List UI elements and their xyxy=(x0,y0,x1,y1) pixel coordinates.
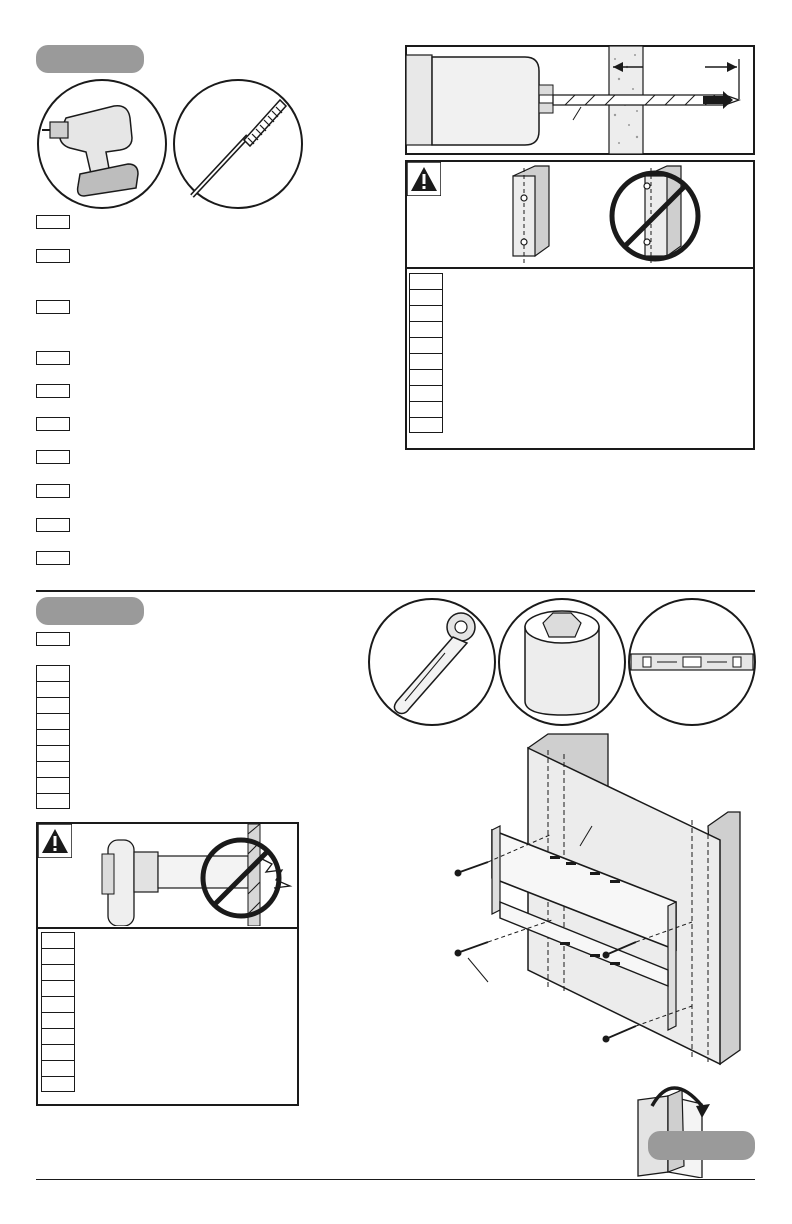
continue-page-tag xyxy=(648,1131,755,1160)
step-1-language-tag xyxy=(36,484,70,498)
drill-icon xyxy=(36,78,168,210)
warning-icon xyxy=(407,162,441,196)
language-tag xyxy=(41,1028,75,1044)
step-1-language-tag xyxy=(36,351,70,365)
language-tag xyxy=(41,1012,75,1028)
language-tag xyxy=(36,713,70,729)
language-tag xyxy=(41,996,75,1012)
overtighten-warning-illustration xyxy=(96,824,297,926)
language-tag xyxy=(36,697,70,713)
step-2-header-tag xyxy=(36,597,144,625)
warning-1-language-tags xyxy=(409,273,443,433)
step-1-header-tag xyxy=(36,45,144,73)
step-2-language-tag xyxy=(36,632,70,646)
drill-bit-icon xyxy=(172,78,304,210)
language-tag xyxy=(409,369,443,385)
language-tag xyxy=(36,665,70,681)
language-tag xyxy=(36,681,70,697)
language-tag xyxy=(41,980,75,996)
step-1-language-tag xyxy=(36,215,70,229)
language-tag xyxy=(41,948,75,964)
language-tag xyxy=(41,932,75,948)
step-1-language-tag xyxy=(36,384,70,398)
drilling-diagram xyxy=(405,45,755,155)
warning-box-2-divider xyxy=(36,927,299,929)
language-tag xyxy=(36,761,70,777)
step-1-language-tag xyxy=(36,300,70,314)
language-tag xyxy=(409,289,443,305)
socket-icon xyxy=(497,597,627,727)
stud-incorrect-illustration xyxy=(605,162,705,266)
stud-correct-illustration xyxy=(505,162,565,266)
step-1-language-tag xyxy=(36,249,70,263)
step-2-language-tags xyxy=(36,665,70,809)
language-tag xyxy=(409,305,443,321)
language-tag xyxy=(409,401,443,417)
language-tag xyxy=(36,729,70,745)
language-tag xyxy=(36,777,70,793)
ratchet-wrench-icon xyxy=(367,597,497,727)
language-tag xyxy=(41,1060,75,1076)
language-tag xyxy=(409,273,443,289)
step-1-language-tag xyxy=(36,450,70,464)
language-tag xyxy=(409,417,443,433)
language-tag xyxy=(41,1044,75,1060)
warning-2-language-tags xyxy=(41,932,75,1092)
step-1-language-tag xyxy=(36,551,70,565)
level-icon xyxy=(627,597,757,727)
language-tag xyxy=(36,793,70,809)
language-tag xyxy=(36,745,70,761)
warning-box-1-divider xyxy=(405,267,755,269)
language-tag xyxy=(409,353,443,369)
page-turn-icon xyxy=(632,1076,722,1178)
footer-rule xyxy=(36,1179,755,1180)
section-divider xyxy=(36,590,755,592)
step-1-language-tag xyxy=(36,417,70,431)
language-tag xyxy=(409,385,443,401)
warning-icon xyxy=(38,824,72,858)
language-tag xyxy=(409,321,443,337)
language-tag xyxy=(41,1076,75,1092)
step-1-language-tag xyxy=(36,518,70,532)
language-tag xyxy=(41,964,75,980)
language-tag xyxy=(409,337,443,353)
wall-plate-mounting-illustration xyxy=(440,730,750,1070)
